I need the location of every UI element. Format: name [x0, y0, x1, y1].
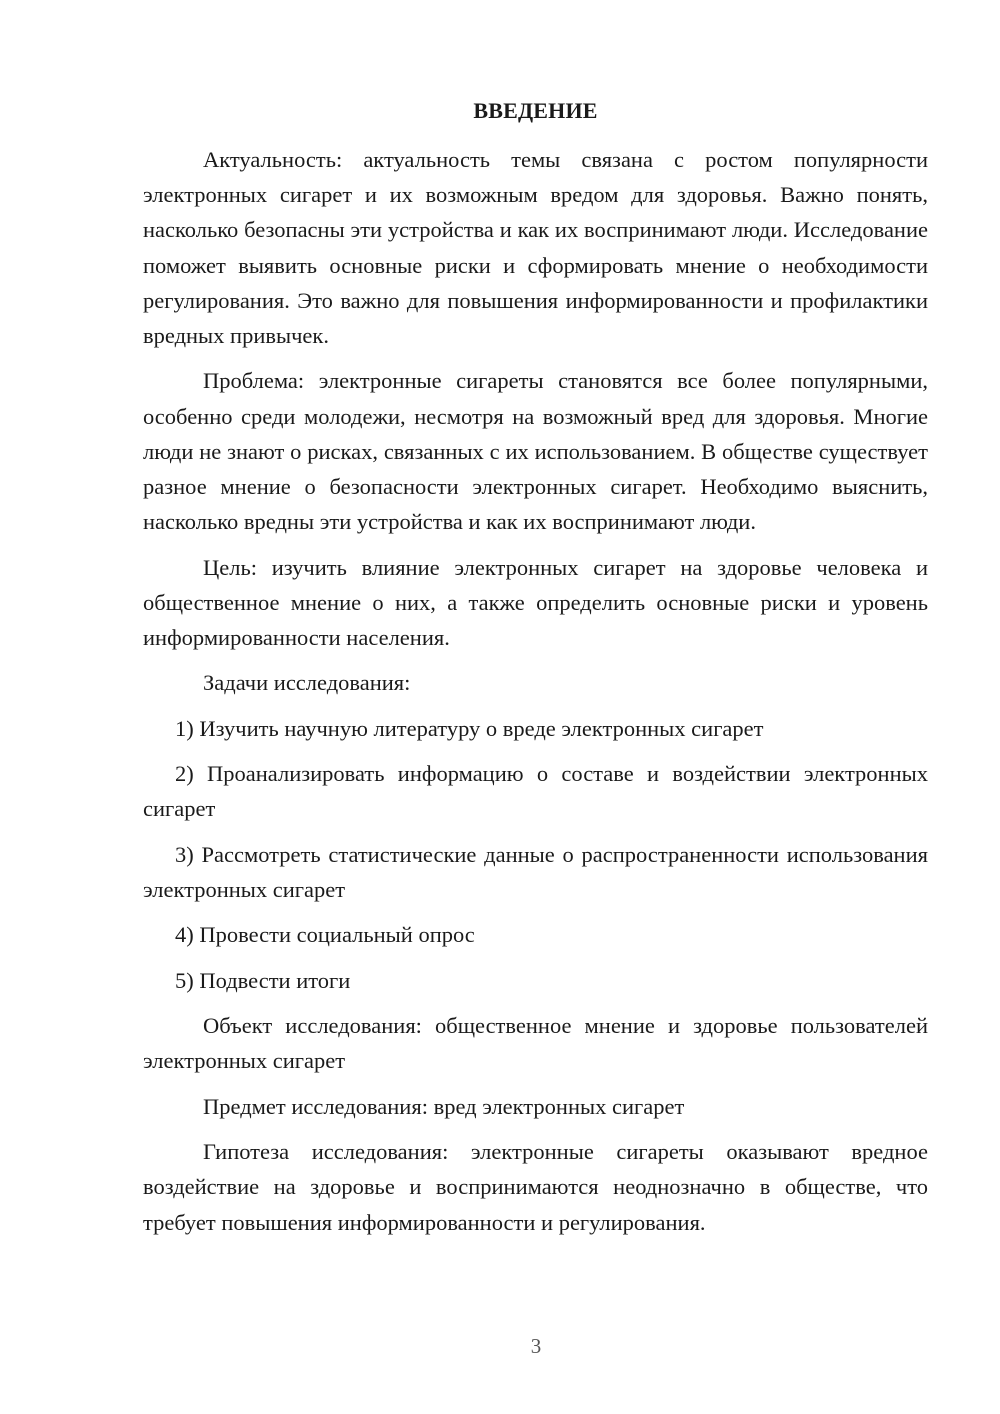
- page-number: 3: [530, 1334, 542, 1358]
- task-item-1: 1) Изучить научную литературу о вреде электронных сигарет: [175, 715, 764, 741]
- document-body: [143, 142, 928, 1250]
- subject-paragraph: Предмет исследования: вред электронных сигарет: [203, 1093, 685, 1119]
- problem-paragraph: Проблема: электронные сигареты становятся все более популярными, особенно среди молодежи, несмотря на возможный вред для здоровья. Многие люди не знают о рисках, связанных с их использованием. В обществе существует разное мнение о безопасности электронных сигарет. Необходимо выяснить, насколько вредны эти устройства и как их воспринимают люди.: [143, 368, 928, 535]
- hypothesis-paragraph: Гипотеза исследования: электронные сигареты оказывают вредное воздействие на здоровье и воспринимаются неоднозначно в обществе, что требует повышения информированности и регулирования.: [143, 1139, 928, 1235]
- task-item-5: 5) Подвести итоги: [175, 967, 351, 993]
- object-paragraph: Объект исследования: общественное мнение и здоровье пользователей электронных сигарет: [143, 1013, 928, 1074]
- section-title: ВВЕДЕНИЕ: [473, 98, 598, 123]
- task-item-3: 3) Рассмотреть статистические данные о распространенности использования электронных сигарет: [143, 841, 928, 902]
- task-item-2: 2) Проанализировать информацию о составе и воздействии электронных сигарет: [143, 761, 928, 822]
- tasks-heading: Задачи исследования:: [203, 670, 411, 696]
- goal-paragraph: Цель: изучить влияние электронных сигарет на здоровье человека и общественное мнение о них, а также определить основные риски и уровень информированности населения.: [143, 554, 928, 651]
- task-item-4: 4) Провести социальный опрос: [175, 922, 475, 948]
- relevance-paragraph: Актуальность: актуальность темы связана с ростом популярности электронных сигарет и их возможным вредом для здоровья. Важно понять, насколько безопасны эти устройства и как их воспринимают люди. Исследование поможет выявить основные риски и сформировать мнение о необходимости регулирования. Это важно для повышения информированности и профилактики вредных привычек.: [143, 147, 928, 349]
